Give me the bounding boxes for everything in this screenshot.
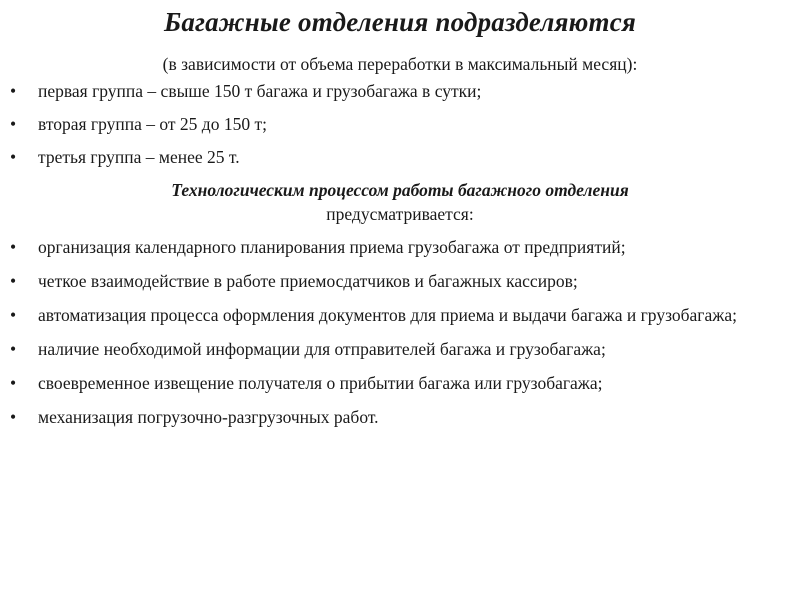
list-item-text: наличие необходимой информации для отправителей багажа и грузобагажа;	[38, 339, 606, 359]
list-item	[10, 79, 790, 104]
bullet-icon: •	[10, 81, 17, 101]
subtitle: (в зависимости от объема переработки в максимальный месяц):	[162, 54, 638, 74]
list-item	[10, 235, 790, 260]
bullet-icon: •	[10, 147, 17, 167]
process-heading: Технологическим процессом работы багажного отделения	[171, 180, 629, 200]
bullet-icon: •	[10, 305, 17, 325]
bullet-icon: •	[10, 271, 17, 291]
bullet-icon: •	[10, 114, 17, 134]
list-item	[10, 303, 790, 328]
list-item	[10, 112, 790, 137]
list-item-text: первая группа – свыше 150 т багажа и грузобагажа в сутки;	[38, 81, 482, 101]
list-item	[10, 337, 790, 362]
list-item	[10, 371, 790, 396]
bullet-icon: •	[10, 373, 17, 393]
list-item-text: своевременное извещение получателя о прибытии багажа или грузобагажа;	[38, 373, 603, 393]
list-item-text: автоматизация процесса оформления документов для приема и выдачи багажа и грузобагажа;	[38, 305, 737, 325]
list-item-text: вторая группа – от 25 до 150 т;	[38, 114, 267, 134]
list-item	[10, 405, 790, 430]
process-subheading: предусматривается:	[326, 204, 474, 224]
bullet-icon: •	[10, 237, 17, 257]
list-item-text: организация календарного планирования приема грузобагажа от предприятий;	[38, 237, 626, 257]
list-item-text: четкое взаимодействие в работе приемосдатчиков и багажных кассиров;	[38, 271, 578, 291]
bullet-icon: •	[10, 339, 17, 359]
bullet-icon: •	[10, 407, 17, 427]
list-item	[10, 269, 790, 294]
slide-title: Багажные отделения подразделяются	[163, 7, 637, 37]
groups-list	[10, 79, 790, 170]
list-item-text: третья группа – менее 25 т.	[38, 147, 240, 167]
list-item-text: механизация погрузочно-разгрузочных работ.	[38, 407, 379, 427]
list-item	[10, 145, 790, 170]
process-list	[10, 235, 790, 430]
